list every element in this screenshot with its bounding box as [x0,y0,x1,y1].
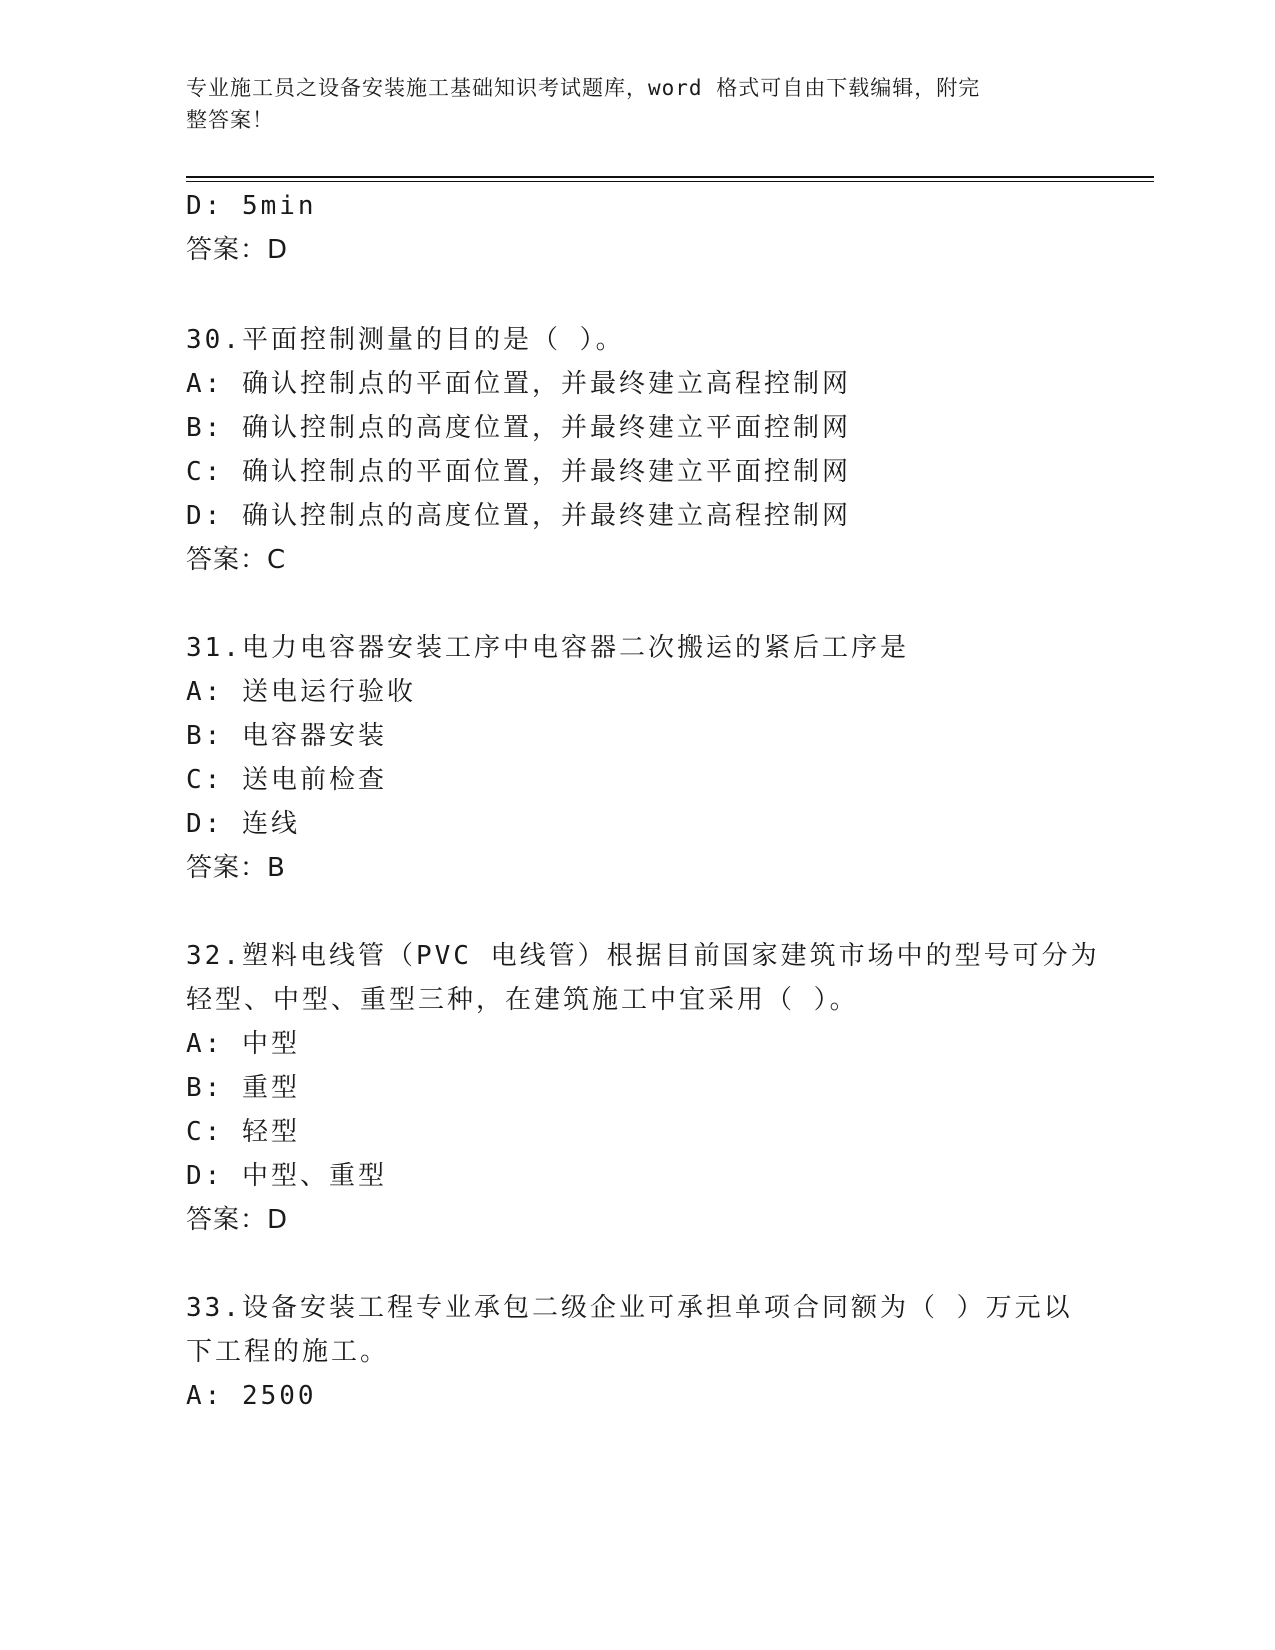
header-line-1: 专业施工员之设备安装施工基础知识考试题库，word 格式可自由下载编辑，附完 [186,76,981,100]
q32-option-b: B: 重型 [186,1073,300,1103]
q32-stem-line-2: 轻型、中型、重型三种，在建筑施工中宜采用（ ）。 [186,985,859,1015]
q33-option-a: A: 2500 [186,1381,317,1411]
q31-stem: 31.电力电容器安装工序中电容器二次搬运的紧后工序是 [186,633,909,663]
q31-option-c: C: 送电前检查 [186,765,387,795]
q33-stem-line-1: 33.设备安装工程专业承包二级企业可承担单项合同额为（ ）万元以 [186,1293,1073,1323]
q30-answer: 答案：C [186,545,287,575]
prev-option-d: D: 5min [186,191,317,221]
q32-stem-line-1: 32.塑料电线管（PVC 电线管）根据目前国家建筑市场中的型号可分为 [186,941,1100,971]
q31-option-b: B: 电容器安装 [186,721,387,751]
q33-stem-line-2: 下工程的施工。 [186,1337,390,1367]
q30-option-d: D: 确认控制点的高度位置，并最终建立高程控制网 [186,501,851,531]
q31-answer: 答案：B [186,853,286,883]
q31-option-d: D: 连线 [186,809,300,839]
header-line-2: 整答案！ [186,108,274,132]
prev-answer: 答案：D [186,235,289,265]
header-rule-thin [186,181,1154,182]
q32-option-d: D: 中型、重型 [186,1161,387,1191]
q30-option-c: C: 确认控制点的平面位置，并最终建立平面控制网 [186,457,851,487]
q31-option-a: A: 送电运行验收 [186,677,416,707]
q32-option-c: C: 轻型 [186,1117,300,1147]
q30-option-a: A: 确认控制点的平面位置，并最终建立高程控制网 [186,369,851,399]
q30-option-b: B: 确认控制点的高度位置，并最终建立平面控制网 [186,413,851,443]
document-header [186,72,1066,136]
q32-answer: 答案：D [186,1205,289,1235]
header-rule-thick [186,176,1154,178]
q30-stem: 30.平面控制测量的目的是（ ）。 [186,325,625,355]
q32-option-a: A: 中型 [186,1029,300,1059]
